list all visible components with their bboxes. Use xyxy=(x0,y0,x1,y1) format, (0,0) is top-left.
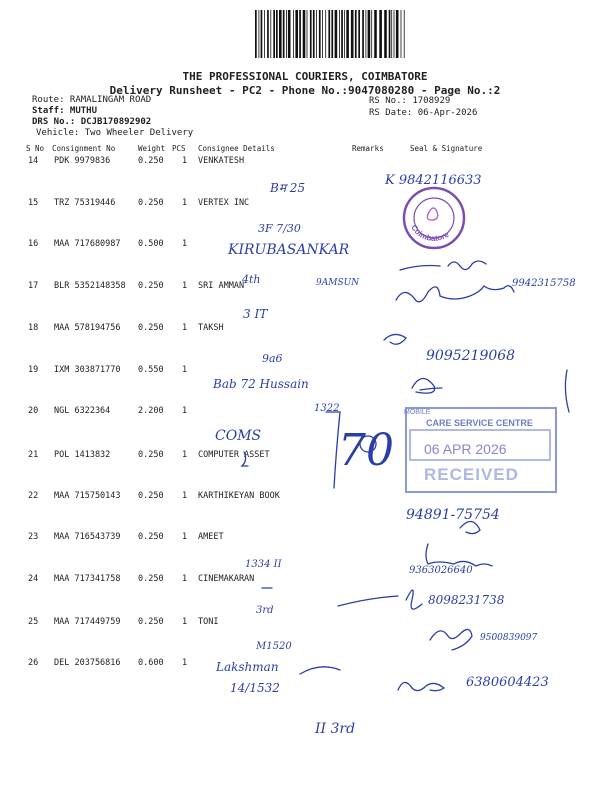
row-consignee: COMPUTER ASSET xyxy=(198,450,270,460)
row-consignee: SRI AMMAN xyxy=(198,281,245,291)
row-weight: 0.250 xyxy=(138,156,164,166)
signature-r24 xyxy=(338,596,398,606)
col-header-weight: Weight xyxy=(138,144,166,153)
row-sno: 24 xyxy=(28,574,39,584)
hw-r20-note: 1322 xyxy=(314,403,340,414)
row-weight: 0.250 xyxy=(138,491,164,501)
signature-r18 xyxy=(384,334,406,344)
row-sno: 14 xyxy=(28,156,39,166)
row-consignment: NGL 6322364 xyxy=(54,406,111,416)
row-consignment: MAA 717341758 xyxy=(54,574,121,584)
row-consignment: MAA 716543739 xyxy=(54,532,121,542)
row-consignment: MAA 715750143 xyxy=(54,491,121,501)
row-sno: 20 xyxy=(28,406,39,416)
row-pcs: 1 xyxy=(182,574,188,584)
hw-r14-phone: K 9842116633 xyxy=(385,173,482,188)
hw-r20-name: COMS xyxy=(215,428,262,444)
row-pcs: 1 xyxy=(182,450,188,460)
route-label: Route: RAMALINGAM ROAD xyxy=(32,95,152,105)
company-title: THE PROFESSIONAL COURIERS, COIMBATORE xyxy=(182,70,428,83)
hw-r20-big: 70 xyxy=(338,425,394,476)
row-pcs: 1 xyxy=(182,491,188,501)
col-header-consignment: Consignment No xyxy=(52,144,116,153)
col-header-consignee: Consignee Details xyxy=(198,144,275,153)
hw-r16-phone: 9942315758 xyxy=(512,278,576,289)
drs-label: DRS No.: DCJB170892902 xyxy=(32,117,152,127)
row-weight: 0.500 xyxy=(138,239,164,249)
row-consignee: VERTEX INC xyxy=(198,198,250,208)
hw-r14-note: Bम 25 xyxy=(270,181,306,195)
hw-r25-phone: 9500839097 xyxy=(480,633,538,643)
hw-r18-phone: 9095219068 xyxy=(426,348,516,364)
row-pcs: 1 xyxy=(182,323,188,333)
hw-r15-note: 3F 7/30 xyxy=(258,222,301,235)
row-sno: 23 xyxy=(28,532,39,542)
hw-r25-note: M1520 xyxy=(256,641,292,652)
row-weight: 0.250 xyxy=(138,450,164,460)
row-consignment: DEL 203756816 xyxy=(54,658,121,668)
row-consignee: TONI xyxy=(198,617,219,627)
row-weight: 2.200 xyxy=(138,406,164,416)
stamp-centre-text: CARE SERVICE CENTRE xyxy=(426,418,533,428)
row-weight: 0.250 xyxy=(138,198,164,208)
signature-r24b xyxy=(406,590,422,609)
rs-number: RS No.: 1708929 xyxy=(369,96,451,106)
hw-r26-extra: II 3rd xyxy=(315,721,356,737)
row-weight: 0.250 xyxy=(138,617,164,627)
row-consignment: IXM 303871770 xyxy=(54,365,121,375)
signature-r21 xyxy=(242,452,248,466)
row-consignee: VENKATESH xyxy=(198,156,245,166)
staff-label: Staff: MUTHU xyxy=(32,106,98,116)
hw-r16-extra: 9AMSUN xyxy=(316,278,360,288)
col-header-pcs: PCS xyxy=(172,144,186,153)
col-header-seal: Seal & Signature xyxy=(410,144,483,153)
row-consignment: PDK 9979836 xyxy=(54,156,111,166)
signature-r19 xyxy=(412,378,442,393)
row-consignment: TRZ 75319446 xyxy=(54,198,116,208)
row-pcs: 1 xyxy=(182,658,188,668)
row-weight: 0.250 xyxy=(138,574,164,584)
hw-r16-note: 4th xyxy=(242,273,261,286)
signature-r16 xyxy=(400,261,486,270)
stamp-city-text: Coimbatore xyxy=(409,223,451,243)
row-sno: 25 xyxy=(28,617,39,627)
row-consignee: CINEMAKARAN xyxy=(198,574,255,584)
runsheet-subtitle: Delivery Runsheet - PC2 - Phone No.:9047080280 - Page No.:2 xyxy=(109,84,501,97)
row-sno: 18 xyxy=(28,323,39,333)
hw-r16-name: KIRUBASANKAR xyxy=(228,242,350,258)
stamp-date-text: 06 APR 2026 xyxy=(424,441,507,457)
row-weight: 0.600 xyxy=(138,658,164,668)
col-header-sno: S No xyxy=(26,144,45,153)
row-sno: 19 xyxy=(28,365,39,375)
hw-r26-name: Lakshman xyxy=(216,660,279,674)
col-header-remarks: Remarks xyxy=(352,144,384,153)
row-sno: 21 xyxy=(28,450,39,460)
signature-r22 xyxy=(460,521,480,533)
stamp-received-text: RECEIVED xyxy=(424,465,519,484)
row-weight: 0.250 xyxy=(138,323,164,333)
stamp-mobile-text: MOBILE xyxy=(404,409,431,416)
row-sno: 15 xyxy=(28,198,39,208)
signature-r26 xyxy=(398,682,444,690)
rs-date: RS Date: 06-Apr-2026 xyxy=(369,108,478,118)
signature-r25 xyxy=(430,629,472,650)
hw-r23-note: 1334 II xyxy=(245,559,282,570)
row-sno: 17 xyxy=(28,281,39,291)
row-weight: 0.250 xyxy=(138,281,164,291)
row-consignment: POL 1413832 xyxy=(54,450,111,460)
row-pcs: 1 xyxy=(182,365,188,375)
row-pcs: 1 xyxy=(182,198,188,208)
row-sno: 22 xyxy=(28,491,39,501)
row-pcs: 1 xyxy=(182,617,188,627)
row-pcs: 1 xyxy=(182,532,188,542)
row-sno: 16 xyxy=(28,239,39,249)
row-consignment: MAA 578194756 xyxy=(54,323,121,333)
row-consignment: BLR 5352148358 xyxy=(54,281,126,291)
hw-r24-phone: 8098231738 xyxy=(428,593,505,607)
signature-r17 xyxy=(396,286,514,302)
hw-r23-phone: 9363026640 xyxy=(409,565,473,576)
row-pcs: 1 xyxy=(182,281,188,291)
vehicle-label: Vehicle: Two Wheeler Delivery xyxy=(36,128,194,138)
row-pcs: 1 xyxy=(182,406,188,416)
row-pcs: 1 xyxy=(182,156,188,166)
hw-r18-note: 9a6 xyxy=(262,352,283,365)
row-consignee: KARTHIKEYAN BOOK xyxy=(198,491,280,501)
signature-r19-side xyxy=(565,370,569,412)
hw-r26-phone: 6380604423 xyxy=(466,675,549,690)
row-consignment: MAA 717680987 xyxy=(54,239,121,249)
hw-r24-note: 3rd xyxy=(256,605,274,616)
hw-r17-note: 3 IT xyxy=(243,307,268,321)
hw-r19-name: Bab 72 Hussain xyxy=(213,377,309,391)
row-consignee: AMEET xyxy=(198,532,224,542)
row-weight: 0.250 xyxy=(138,532,164,542)
row-consignment: MAA 717449759 xyxy=(54,617,121,627)
signature-r23 xyxy=(426,544,492,566)
row-weight: 0.550 xyxy=(138,365,164,375)
row-consignee: TAKSH xyxy=(198,323,224,333)
hw-r26-note: 14/1532 xyxy=(230,681,280,695)
row-sno: 26 xyxy=(28,658,39,668)
hw-r22-phone: 94891-75754 xyxy=(406,507,500,523)
row-pcs: 1 xyxy=(182,239,188,249)
signature-r26b xyxy=(300,667,340,674)
